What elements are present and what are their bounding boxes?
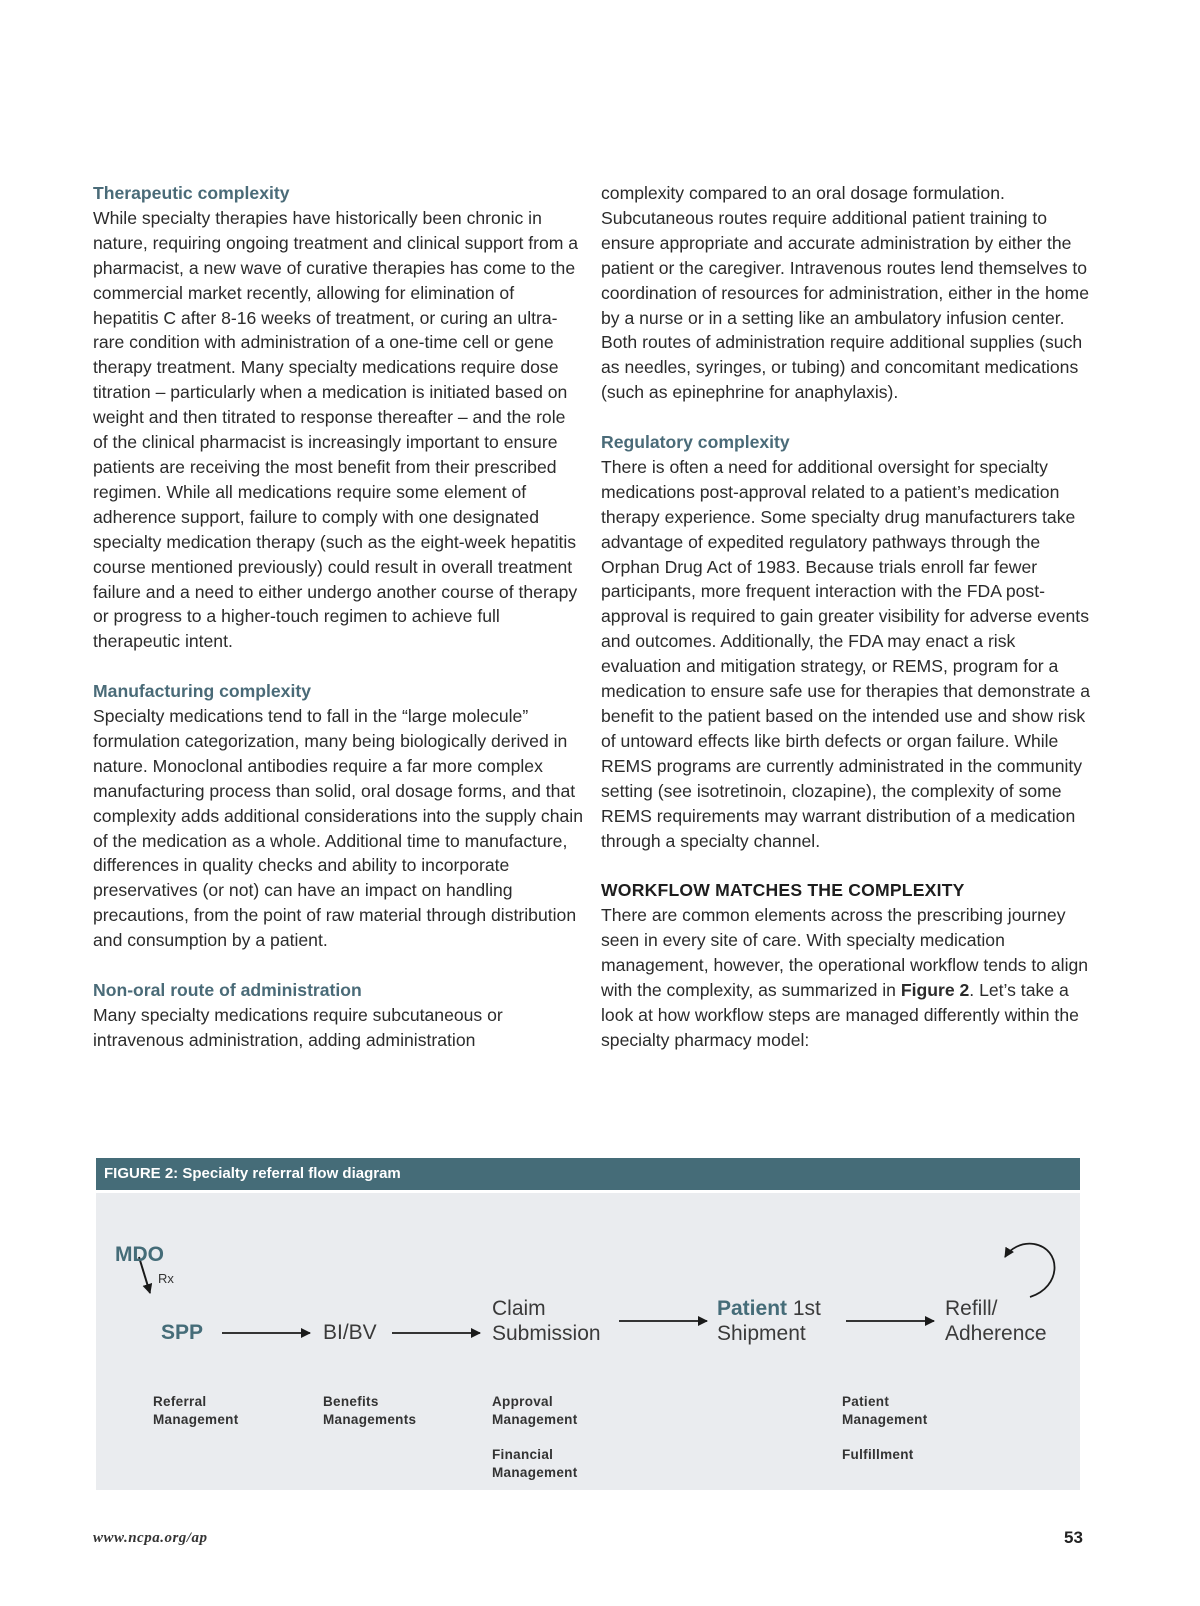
- referral-management-label: [153, 1393, 239, 1429]
- footer-url: www.ncpa.org/ap: [93, 1530, 208, 1546]
- therapeutic-body: While specialty therapies have historically been chronic in nature, requiring ongoing treatment and clinical support from a pharmacist, a new wave of curative therapies has come to the commercial market recently, allowing for elimination of hepatitis C after 8-16 weeks of treatment, or curing an ultra-rare condition with administration of a one-time cell or gene therapy treatment. Many specialty medications require dose titration – particularly when a medication is initiated based on weight and then titrated to response thereafter – and the role of the clinical pharmacist is increasingly important to ensure patients are receiving the most benefit from their prescribed regimen. While all medications require some element of adherence support, failure to comply with one designated specialty medication therapy (such as the eight-week hepatitis course mentioned previously) could result in overall treatment failure and a need to either undergo another course of therapy or progress to a higher-touch regimen to achieve full therapeutic intent.: [93, 207, 579, 652]
- fulfillment-label: Fulfillment: [842, 1447, 914, 1462]
- patient-mgmt-label-1: Patient: [842, 1394, 890, 1409]
- patient-mgmt-label-2: Management: [842, 1412, 928, 1427]
- claim-submission-node: [492, 1296, 601, 1346]
- financial-label-2: Management: [492, 1465, 578, 1480]
- claim-line-1: Claim: [492, 1297, 546, 1320]
- figure-reference: Figure 2: [900, 979, 970, 1000]
- patient-word: Patient: [717, 1297, 788, 1320]
- benefits-label-1: Benefits: [323, 1394, 379, 1409]
- refill-adherence-node: [945, 1296, 1047, 1346]
- regulatory-heading: Regulatory complexity: [601, 432, 790, 453]
- approval-management-label: [492, 1393, 578, 1429]
- bibv-node: BI/BV: [323, 1321, 377, 1344]
- referral-flow-diagram: [96, 1193, 1080, 1490]
- patient-first: 1st: [787, 1297, 821, 1320]
- left-column: [93, 181, 583, 1053]
- non-oral-continued: complexity compared to an oral dosage formulation. Subcutaneous routes require additional patient training to ensure appropriate and accurate administration by either the patient or the caregiver. Intravenous routes lend themselves to coordination of resources for administration, either in the home by a nurse or in a setting like an ambulatory infusion center. Both routes of administration require additional supplies (such as needles, syringes, or tubing) and concomitant medications (such as epinephrine for anaphylaxis).: [601, 183, 1089, 403]
- manufacturing-body: Specialty medications tend to fall in the “large molecule” formulation categorization, many being biologically derived in nature. Monoclonal antibodies require a far more complex manufacturing process than solid, oral dosage forms, and that complexity adds additional considerations into the supply chain of the medication as a whole. Additional time to manufacture, differences in quality checks and ability to incorporate preservatives (or not) can have an impact on handling precautions, from the point of raw material through distribution and consumption by a patient.: [93, 706, 583, 951]
- patient-shipment-node: [717, 1296, 821, 1346]
- therapeutic-heading: Therapeutic complexity: [93, 183, 290, 203]
- claim-line-2: Submission: [492, 1322, 601, 1345]
- refill-loop-arrow: [1005, 1244, 1055, 1297]
- refill-line-1: Refill/: [945, 1297, 998, 1320]
- rx-label: Rx: [158, 1271, 174, 1286]
- workflow-body-end: . Let’s take a look at how workflow steps are managed differently within the specialty pharmacy model:: [601, 979, 1079, 1050]
- shipment-line: Shipment: [717, 1322, 806, 1345]
- workflow-heading: WORKFLOW MATCHES THE COMPLEXITY: [601, 880, 965, 901]
- approval-label-1: Approval: [492, 1394, 553, 1409]
- regulatory-body: There is often a need for additional oversight for specialty medications post-approval related to a patient’s medication therapy experience. Some specialty drug manufacturers take advantage of expedited regulatory pathways through the Orphan Drug Act of 1983. Because trials enroll far fewer participants, more frequent interaction with the FDA post-approval is required to gain greater visibility for adverse events and outcomes. Additionally, the FDA may enact a risk evaluation and mitigation strategy, or REMS, program for a medication to ensure safe use for therapies that demonstrate a benefit to the patient based on the intended use and show risk of untoward effects like birth defects or organ failure. While REMS programs are currently administrated in the community setting (see isotretinoin, clozapine), the complexity of some REMS requirements may warrant distribution of a medication through a specialty channel.: [601, 456, 1090, 851]
- approval-label-2: Management: [492, 1412, 578, 1427]
- referral-label-2: Management: [153, 1412, 239, 1427]
- patient-management-label: [842, 1393, 928, 1429]
- referral-label-1: Referral: [153, 1394, 207, 1409]
- benefits-managements-label: [323, 1393, 416, 1429]
- workflow-body: [601, 903, 1091, 1052]
- figure-title-bar: [96, 1158, 1080, 1190]
- non-oral-heading: Non-oral route of administration: [93, 979, 362, 1000]
- right-column: [601, 181, 1091, 1053]
- spp-node: SPP: [161, 1321, 204, 1344]
- workflow-body-start: There are common elements across the prescribing journey seen in every site of care. With specialty medication management, however, the operational workflow tends to align with the complexity, as summarized in: [601, 905, 1089, 1000]
- mdo-label: MDO: [115, 1243, 164, 1266]
- non-oral-body: Many specialty medications require subcutaneous or intravenous administration, adding administration: [93, 1004, 503, 1050]
- figure-title: FIGURE 2: Specialty referral flow diagram: [104, 1165, 401, 1182]
- benefits-label-2: Managements: [323, 1412, 417, 1427]
- refill-line-2: Adherence: [945, 1322, 1047, 1345]
- financial-label-1: Financial: [492, 1447, 554, 1462]
- manufacturing-heading: Manufacturing complexity: [93, 681, 311, 702]
- financial-management-label: [492, 1446, 578, 1482]
- page-number: 53: [1064, 1528, 1083, 1547]
